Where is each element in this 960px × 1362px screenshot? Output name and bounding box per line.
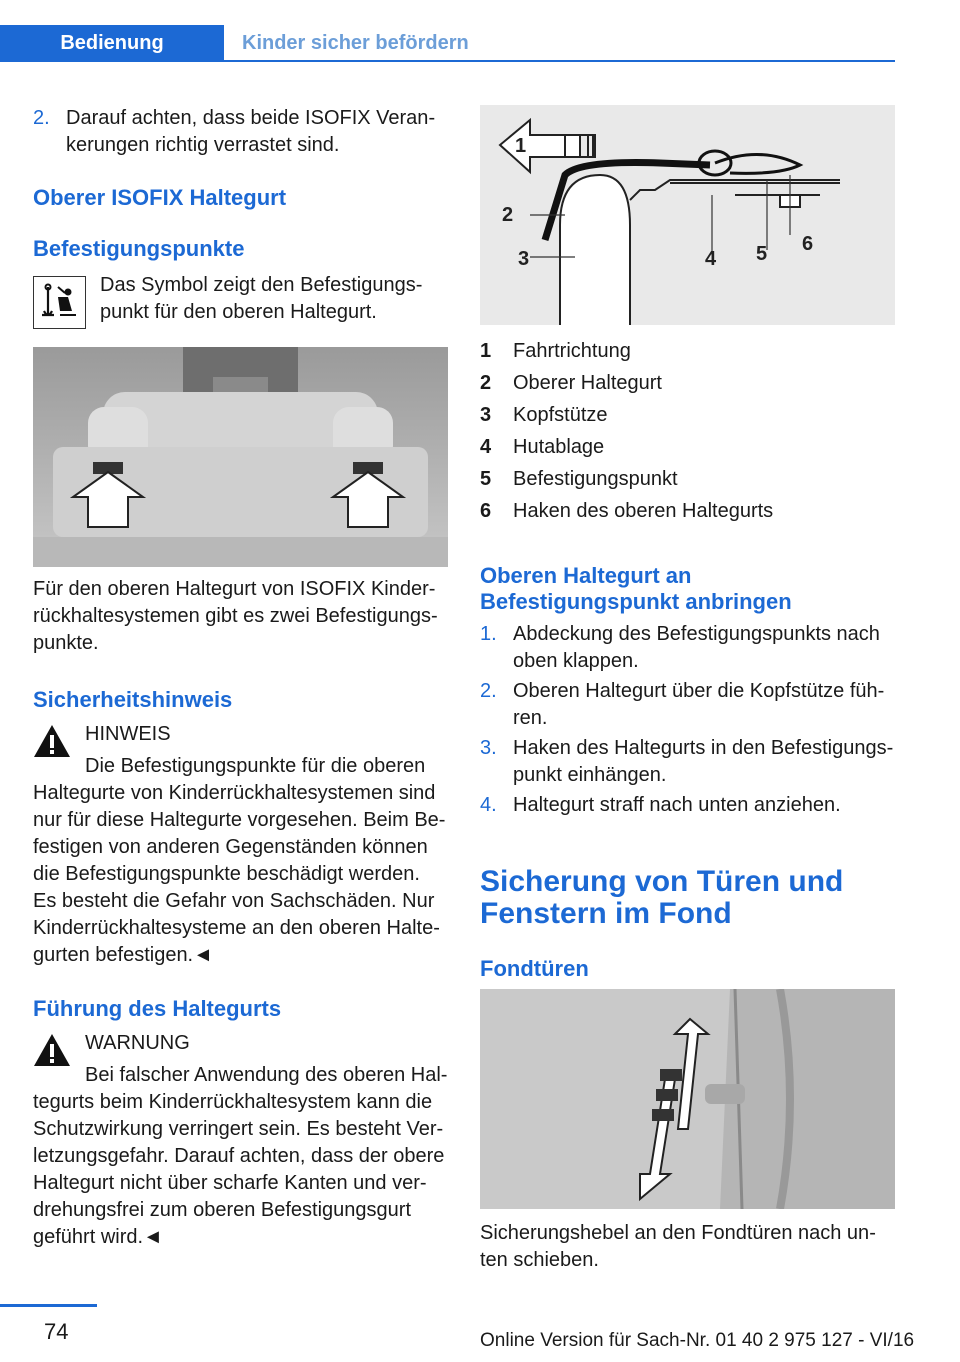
legend-number: 1 bbox=[480, 340, 492, 362]
legend-text: Oberer Haltegurt bbox=[513, 372, 662, 394]
steps-list bbox=[480, 621, 895, 819]
page-number: 74 bbox=[44, 1319, 69, 1344]
heading-sicherheitshinweis: Sicherheitshinweis bbox=[33, 687, 233, 712]
child-seat-anchor-icon bbox=[33, 276, 86, 329]
diagram-label-5: 5 bbox=[756, 243, 768, 265]
legend-number: 2 bbox=[480, 372, 492, 394]
legend-text: Haken des oberen Haltegurts bbox=[513, 500, 774, 522]
legend-text: Kopfstütze bbox=[513, 404, 608, 426]
notice-title: HINWEIS bbox=[85, 723, 171, 745]
heading-sicherung-tueren-fenster: Sicherung von Türen und Fenstern im Fond bbox=[480, 865, 844, 930]
heading-fondtueren: Fondtüren bbox=[480, 956, 589, 981]
step-text: Abdeckung des Befestigungspunkts nach oben klappen. bbox=[513, 623, 880, 672]
paragraph-sicherungshebel: Sicherungshebel an den Fondtüren nach unten schieben. bbox=[480, 1222, 876, 1271]
heading-oberer-isofix-haltegurt: Oberer ISOFIX Haltegurt bbox=[33, 185, 287, 210]
legend-item bbox=[480, 367, 895, 399]
tab-bedienung[interactable]: Bedienung bbox=[0, 25, 224, 62]
symbol-description: Das Symbol zeigt den Befestigungspunkt für den oberen Haltegurt. bbox=[100, 274, 423, 323]
diagram-label-4: 4 bbox=[705, 248, 717, 270]
tab-kinder-sicher-befoerdern[interactable]: Kinder sicher befördern bbox=[242, 32, 469, 54]
step-number: 1. bbox=[480, 623, 497, 645]
step-number: 3. bbox=[480, 737, 497, 759]
diagram-label-6: 6 bbox=[802, 233, 814, 255]
warning-triangle-icon bbox=[33, 723, 71, 767]
legend-number: 5 bbox=[480, 468, 492, 490]
warning-text: Bei falscher Anwendung des oberen Haltegurts beim Kinderrückhaltesystem kann die Schutzwirkung verringert sein. Es besteht Verletzungsgefahr. Darauf achten, dass der obere Haltegurt nicht über scharfe Kanten und verdrehungsfrei zum oberen Befestigungsgurt geführt wird.◄ bbox=[33, 1064, 448, 1248]
step-item bbox=[480, 621, 895, 675]
diagram-label-3: 3 bbox=[518, 248, 530, 270]
legend-item bbox=[480, 431, 895, 463]
legend-text: Fahrtrichtung bbox=[513, 340, 631, 362]
legend-item bbox=[480, 399, 895, 431]
step-text: Darauf achten, dass beide ISOFIX Verankerungen richtig verrastet sind. bbox=[66, 107, 436, 156]
legend-item bbox=[480, 495, 895, 527]
footer-rule bbox=[0, 1304, 97, 1307]
legend-item bbox=[480, 463, 895, 495]
step-item bbox=[480, 735, 895, 789]
step-2 bbox=[33, 105, 448, 159]
warning-triangle-icon bbox=[33, 1032, 71, 1076]
legend-text: Hutablage bbox=[513, 436, 605, 458]
step-item bbox=[480, 678, 895, 732]
step-text: Oberen Haltegurt über die Kopfstütze führen. bbox=[513, 680, 885, 729]
step-number: 2. bbox=[480, 680, 497, 702]
heading-haltegurt-anbringen: Oberen Haltegurt an Befestigungspunkt anbringen bbox=[480, 563, 792, 614]
legend-number: 3 bbox=[480, 404, 492, 426]
legend-text: Befestigungspunkt bbox=[513, 468, 678, 490]
heading-fuehrung-des-haltegurts: Führung des Haltegurts bbox=[33, 996, 282, 1021]
notice-block bbox=[33, 721, 448, 969]
notice-text: Die Befestigungspunkte für die oberen Haltegurte von Kinderrückhaltesystemen sind nur für diese Haltegurte vorgesehen. Beim Befestigen von anderen Gegenständen können die Befestigungspunkte beschädigt werden. Es besteht die Gefahr von Sachschäden. Nur Kinderrückhaltesysteme an den oberen Haltegurten befestigen.◄ bbox=[33, 755, 446, 966]
online-version-note: Online Version für Sach-Nr. 01 40 2 975 127 - VI/16 bbox=[480, 1330, 915, 1351]
step-text: Haken des Haltegurts in den Befestigungspunkt einhängen. bbox=[513, 737, 894, 786]
step-number: 4. bbox=[480, 794, 497, 816]
legend-number: 6 bbox=[480, 500, 492, 522]
legend-number: 4 bbox=[480, 436, 492, 458]
diagram-label-1: 1 bbox=[515, 135, 527, 157]
paragraph-zwei-befestigungspunkte: Für den oberen Haltegurt von ISOFIX Kinderrückhaltesystemen gibt es zwei Befestigungspunkte. bbox=[33, 578, 438, 654]
warning-block bbox=[33, 1030, 448, 1251]
legend-item bbox=[480, 335, 895, 367]
step-text: Haltegurt straff nach unten anziehen. bbox=[513, 794, 841, 816]
left-column-lower bbox=[33, 576, 448, 1251]
header-rule bbox=[224, 60, 895, 62]
chapter-tabs bbox=[0, 25, 895, 62]
step-item bbox=[480, 792, 895, 819]
step-number: 2. bbox=[33, 107, 50, 129]
heading-befestigungspunkte: Befestigungspunkte bbox=[33, 236, 245, 261]
diagram-legend bbox=[480, 335, 895, 982]
diagram-label-2: 2 bbox=[502, 204, 514, 226]
tether-diagram bbox=[480, 105, 895, 325]
rear-door-lock-photo bbox=[480, 989, 895, 1209]
left-column bbox=[33, 105, 448, 329]
warning-title: WARNUNG bbox=[85, 1032, 190, 1054]
symbol-block bbox=[33, 270, 448, 329]
rear-seat-photo bbox=[33, 347, 448, 567]
